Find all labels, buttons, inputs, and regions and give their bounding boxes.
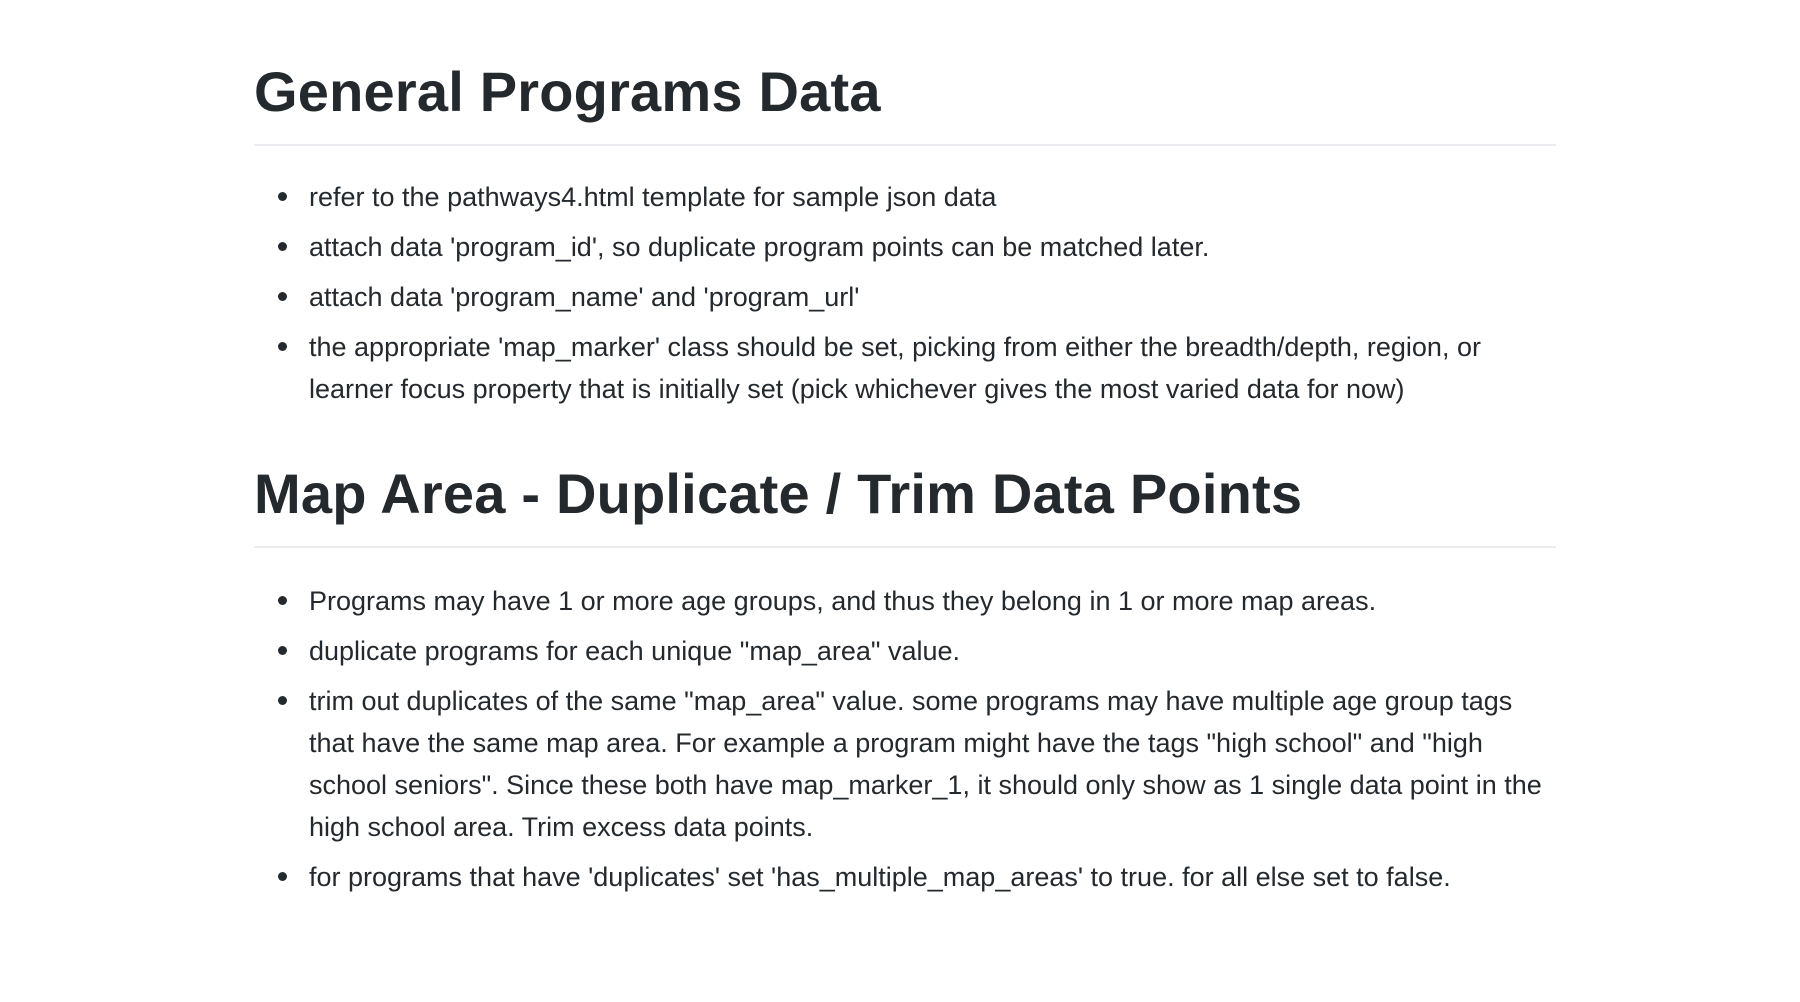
list-item: attach data 'program_name' and 'program_url' xyxy=(254,276,1556,318)
bullet-list xyxy=(254,580,1556,898)
section-heading: Map Area - Duplicate / Trim Data Points xyxy=(254,456,1556,548)
section-general-programs-data xyxy=(254,54,1556,410)
section-heading: General Programs Data xyxy=(254,54,1556,146)
list-item: Programs may have 1 or more age groups, and thus they belong in 1 or more map areas. xyxy=(254,580,1556,622)
list-item: the appropriate 'map_marker' class should be set, picking from either the breadth/depth, region, or learner focus property that is initially set (pick whichever gives the most varied data for now) xyxy=(254,326,1556,410)
list-item: refer to the pathways4.html template for sample json data xyxy=(254,176,1556,218)
bullet-list xyxy=(254,176,1556,410)
list-item: duplicate programs for each unique "map_area" value. xyxy=(254,630,1556,672)
list-item: for programs that have 'duplicates' set 'has_multiple_map_areas' to true. for all else set to false. xyxy=(254,856,1556,898)
section-map-area xyxy=(254,456,1556,898)
markdown-body xyxy=(254,54,1556,898)
list-item: trim out duplicates of the same "map_area" value. some programs may have multiple age group tags that have the same map area. For example a program might have the tags "high school" and "high school seniors". Since these both have map_marker_1, it should only show as 1 single data point in the high school area. Trim excess data points. xyxy=(254,680,1556,848)
list-item: attach data 'program_id', so duplicate program points can be matched later. xyxy=(254,226,1556,268)
